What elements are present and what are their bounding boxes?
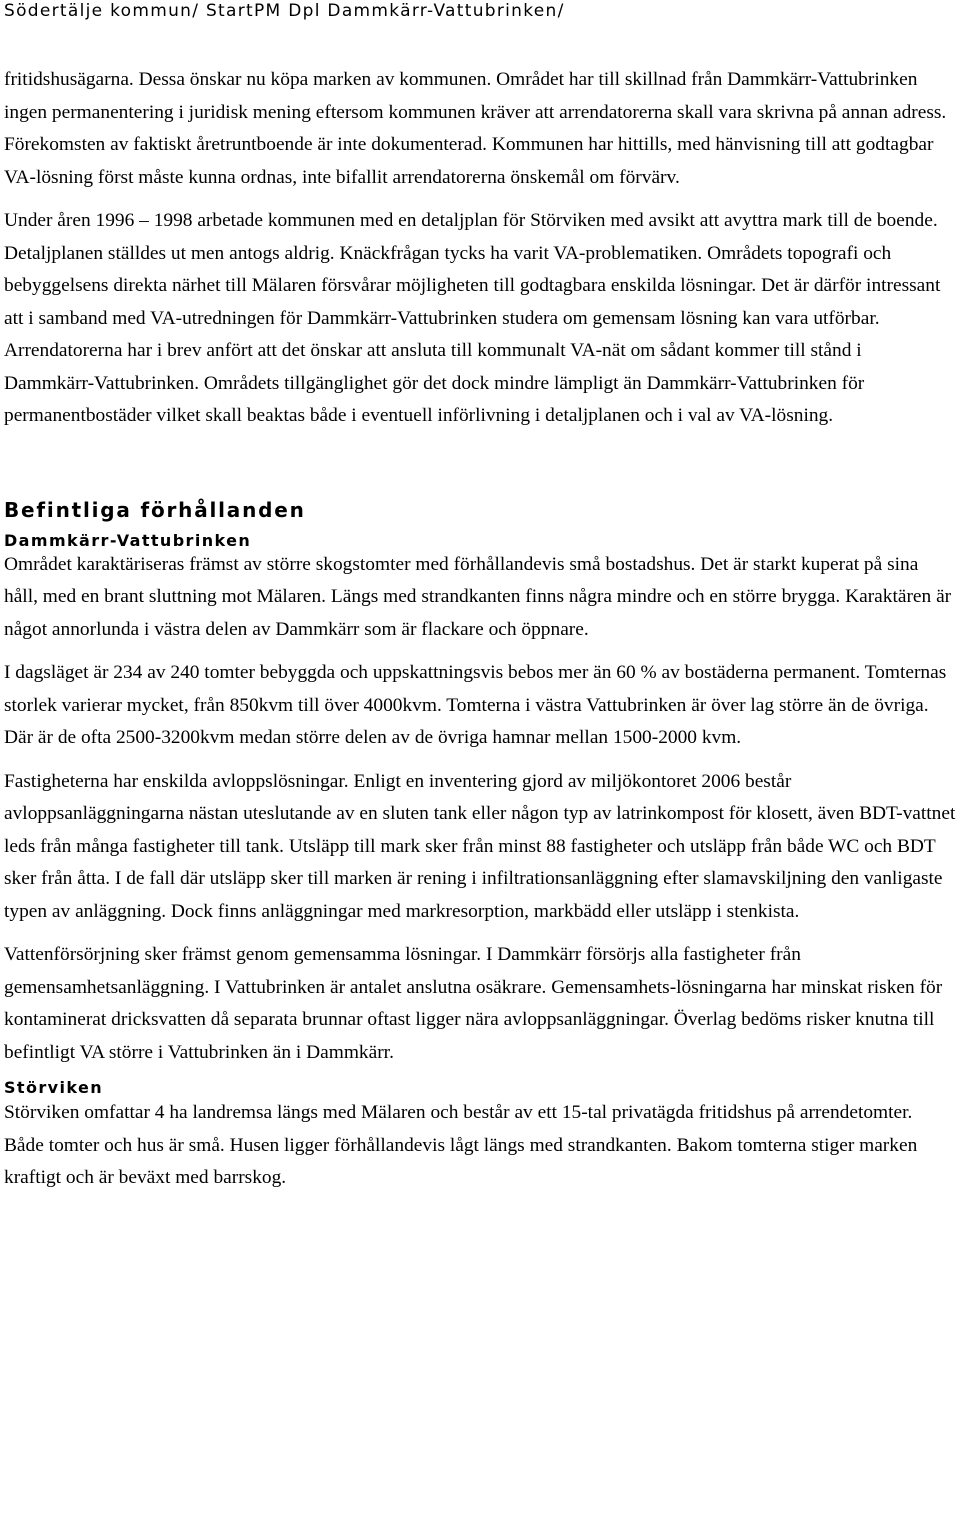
document-page	[4, 0, 956, 1195]
running-header-breadcrumb: Södertälje kommun/ StartPM Dpl Dammkärr-Vattubrinken/	[4, 1, 565, 21]
subsection-heading-storviken: Störviken	[4, 1078, 104, 1097]
paragraph-dammkarr-2: I dagsläget är 234 av 240 tomter bebyggda och uppskattningsvis bebos mer än 60 % av bostäderna permanent. Tomternas storlek varierar mycket, från 850kvm till över 4000kvm. Tomterna i västra Vattubrinken är över lag större än de övriga. Där är de ofta 2500-3200kvm medan större delen av de övriga hamnar mellan 1500-2000 kvm.	[4, 662, 947, 748]
paragraph-storviken-1: Störviken omfattar 4 ha landremsa längs med Mälaren och består av ett 15-tal privatägda fritidshus på arrendetomter. Både tomter och hus är små. Husen ligger förhållandevis lågt längs med strandkanten. Bakom tomterna stiger marken kraftigt och är beväxt med barrskog.	[4, 1102, 918, 1188]
paragraph-dammkarr-3: Fastigheterna har enskilda avloppslösningar. Enligt en inventering gjord av miljökontoret 2006 består avloppsanläggningarna nästan uteslutande av en sluten tank eller någon typ av latrinkompost för klosett, även BDT-vattnet leds från många fastigheter till tank. Utsläpp till mark sker från minst 88 fastigheter och utsläpp från både WC och BDT sker från åtta. I de fall där utsläpp sker till marken är rening i infiltrationsanläggning efter slamavskiljning den vanligaste typen av anläggning. Dock finns anläggningar med markresorption, markbädd eller utsläpp i stenkista.	[4, 770, 956, 922]
paragraph-intro-2: Under åren 1996 – 1998 arbetade kommunen med en detaljplan för Störviken med avsikt att avyttra mark till de boende. Detaljplanen ställdes ut men antogs aldrig. Knäckfrågan tycks ha varit VA-problematiken. Områdets topografi och bebyggelsens direkta närhet till Mälaren försvårar möjligheten till godtagbara enskilda lösningar. Det är därför intressant att i samband med VA-utredningen för Dammkärr-Vattubrinken studera om gemensam lösning kan vara utförbar. Arrendatorerna har i brev anfört att det önskar att ansluta till kommunalt VA-nät om sådant kommer till stånd i Dammkärr-Vattubrinken. Områdets tillgänglighet gör det dock mindre lämpligt än Dammkärr-Vattubrinken för permanentbostäder vilket skall beaktas både i eventuell införlivning i detaljplanen och i val av VA-lösning.	[4, 210, 941, 426]
paragraph-intro-1: fritidshusägarna. Dessa önskar nu köpa marken av kommunen. Området har till skillnad från Dammkärr-Vattubrinken ingen permanentering i juridisk mening eftersom kommunen kräver att arrendatorerna skall vara skrivna på annan adress. Förekomsten av faktiskt åretruntboende är inte dokumenterad. Kommunen har hittills, med hänvisning till att godtagbar VA-lösning först måste kunna ordnas, inte bifallit arrendatorerna önskemål om förvärv.	[4, 69, 947, 188]
subsection-heading-dammkarr: Dammkärr-Vattubrinken	[4, 530, 252, 550]
section-heading: Befintliga förhållanden	[4, 497, 306, 522]
paragraph-dammkarr-1: Området karaktäriseras främst av större skogstomter med förhållandevis små bostadshus. Det är starkt kuperat på sina håll, med en brant sluttning mot Mälaren. Längs med strandkanten finns några mindre och en större brygga. Karaktären är något annorlunda i västra delen av Dammkärr som är flackare och öppnare.	[4, 553, 952, 640]
paragraph-dammkarr-4: Vattenförsörjning sker främst genom gemensamma lösningar. I Dammkärr försörjs alla fastigheter från gemensamhetsanläggning. I Vattubrinken är antalet anslutna osäkrare. Gemensamhets-lösningarna har minskat risken för kontaminerat dricksvatten då separata brunnar oftast ligger nära avloppsanläggningar. Överlag bedöms risker knutna till befintligt VA större i Vattubrinken än i Dammkärr.	[4, 944, 943, 1063]
